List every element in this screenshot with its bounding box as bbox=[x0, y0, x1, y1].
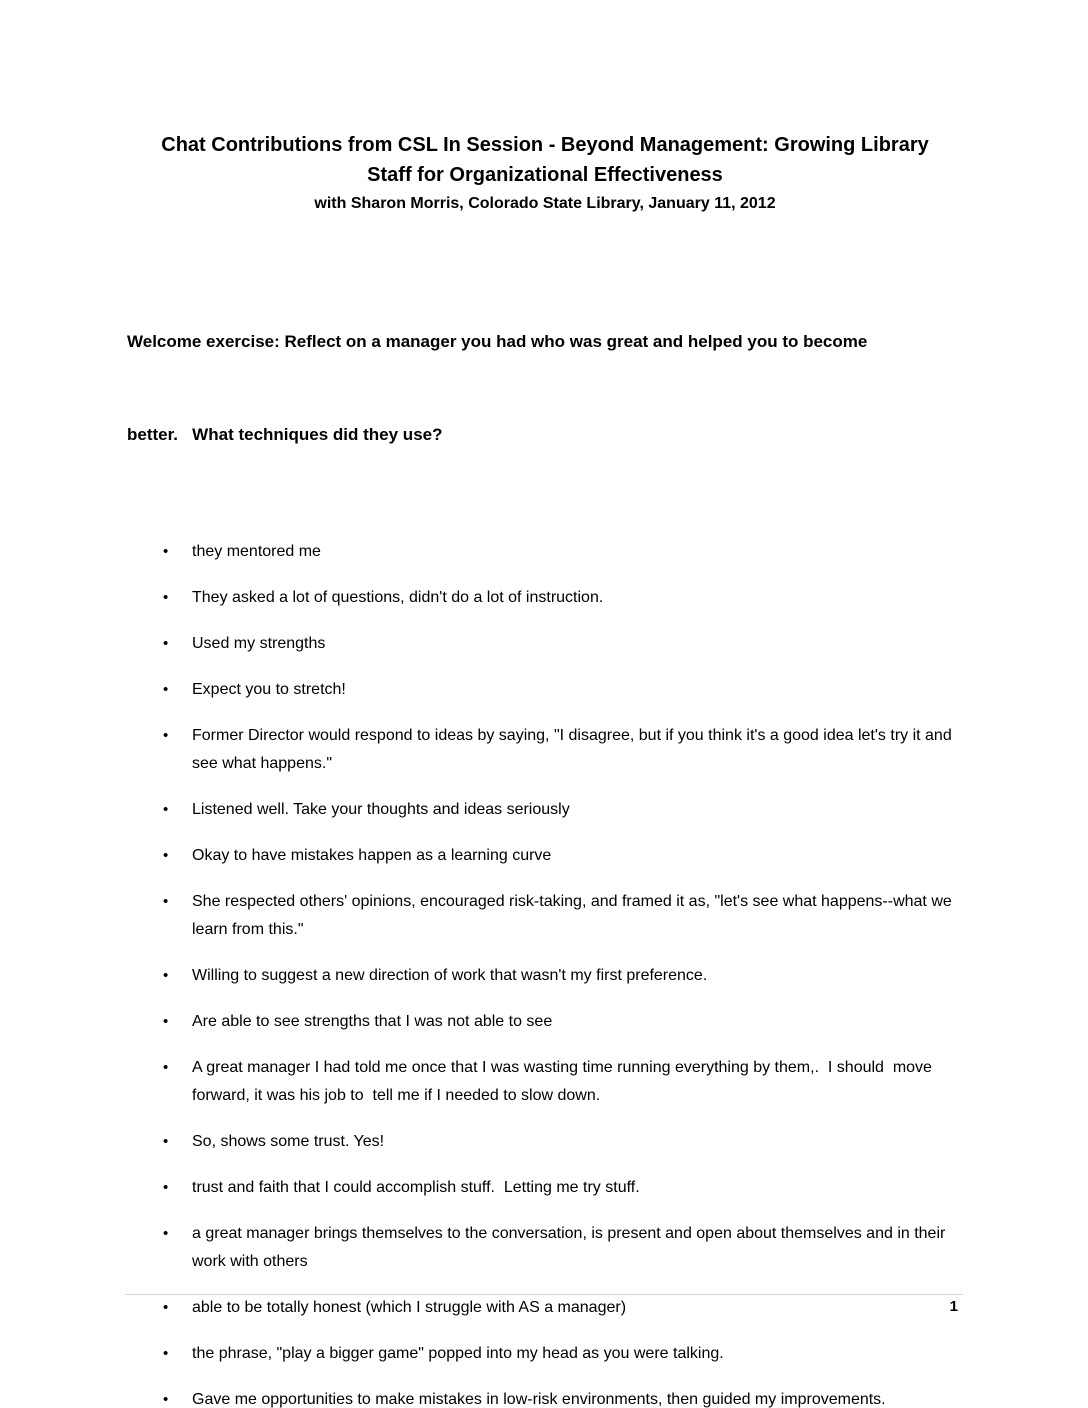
bullet-item: • Willing to suggest a new direction of work that wasn't my first preference. bbox=[192, 962, 963, 990]
bullet-item: • Expect you to stretch! bbox=[192, 676, 963, 704]
section-heading bbox=[127, 264, 963, 512]
bullet-item: • Used my strengths bbox=[192, 630, 963, 658]
title-line-1: Chat Contributions from CSL In Session - Beyond Management: Growing Library bbox=[161, 134, 929, 156]
bullet-item: • a great manager brings themselves to the conversation, is present and open about themselves and in their work with others bbox=[192, 1220, 963, 1276]
document-subtitle: with Sharon Morris, Colorado State Library, January 11, 2012 bbox=[314, 195, 776, 212]
bullet-list bbox=[127, 538, 963, 1408]
bullet-item: • able to be totally honest (which I struggle with AS a manager) bbox=[192, 1294, 963, 1322]
bullet-item: • They asked a lot of questions, didn't do a lot of instruction. bbox=[192, 584, 963, 612]
bullet-item: • Former Director would respond to ideas by saying, "I disagree, but if you think it's a good idea let's try it and see what happens." bbox=[192, 722, 963, 778]
heading-line-1: Welcome exercise: Reflect on a manager you had who was great and helped you to become bbox=[127, 332, 868, 351]
heading-line-2: better. What techniques did they use? bbox=[127, 425, 443, 444]
page-number: 1 bbox=[949, 1298, 958, 1315]
bullet-item: • the phrase, "play a bigger game" popped into my head as you were talking. bbox=[192, 1340, 963, 1368]
bullet-item: • She respected others' opinions, encouraged risk-taking, and framed it as, "let's see what happens--what we learn from this." bbox=[192, 888, 963, 944]
footer-divider bbox=[125, 1294, 963, 1295]
bullet-item: • Listened well. Take your thoughts and ideas seriously bbox=[192, 796, 963, 824]
bullet-item: • trust and faith that I could accomplish stuff. Letting me try stuff. bbox=[192, 1174, 963, 1202]
bullet-item: • A great manager I had told me once that I was wasting time running everything by them,. I should move forward, it was his job to tell me if I needed to slow down. bbox=[192, 1054, 963, 1110]
bullet-item: • Gave me opportunities to make mistakes in low-risk environments, then guided my improvements. bbox=[192, 1386, 963, 1408]
bullet-item: • Are able to see strengths that I was not able to see bbox=[192, 1008, 963, 1036]
document-title bbox=[127, 130, 963, 218]
bullet-item: • So, shows some trust. Yes! bbox=[192, 1128, 963, 1156]
bullet-item: • Okay to have mistakes happen as a learning curve bbox=[192, 842, 963, 870]
bullet-item: • they mentored me bbox=[192, 538, 963, 566]
document-content bbox=[127, 130, 963, 1408]
title-line-2: Staff for Organizational Effectiveness bbox=[367, 164, 723, 186]
